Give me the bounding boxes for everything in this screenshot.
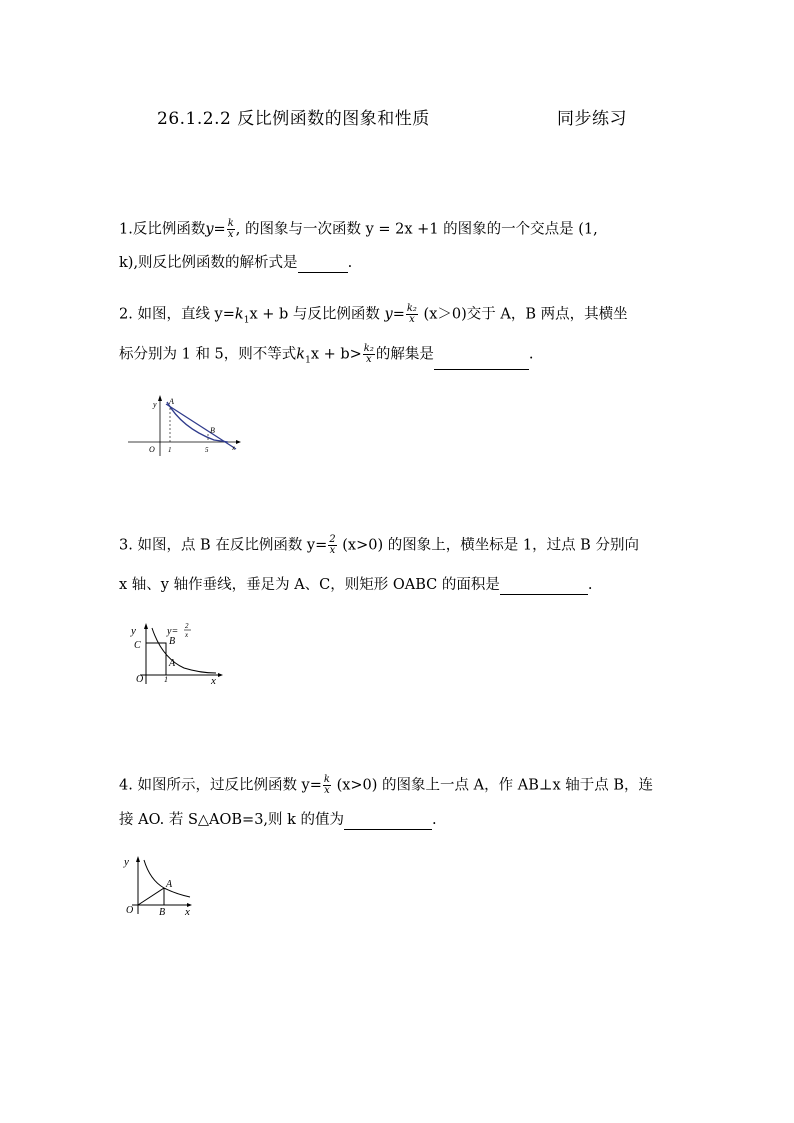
q3-label-b: B — [169, 636, 176, 647]
q4-fraction — [323, 775, 331, 796]
q1-text-a: 1.反比例函数 — [119, 221, 206, 238]
q4-label-a: A — [166, 879, 173, 890]
q3-text-a: 3. 如图，点 B 在反比例函数 y= — [119, 537, 328, 554]
q2-frac-den-b: x — [366, 354, 372, 365]
q2-k1-sub-b: 1 — [305, 355, 311, 366]
q4-frac-num: k — [323, 774, 330, 785]
q2-figure — [120, 392, 245, 460]
q3-frac-num: 2 — [329, 534, 336, 545]
q4-line-2 — [119, 810, 437, 830]
q4-figure — [118, 852, 198, 918]
q2-frac-num-b: k₂ — [363, 343, 374, 354]
q2-k1: k — [234, 306, 244, 323]
q2-line-1 — [119, 304, 628, 330]
title-sub: 同步练习 — [557, 109, 627, 129]
q3-label-x: x — [211, 675, 216, 686]
q1-line-1 — [119, 219, 598, 240]
title-main: 26.1.2.2 反比例函数的图象和性质 — [157, 109, 430, 129]
q3-y-arrow — [144, 623, 148, 629]
q4-text-a: 4. 如图所示，过反比例函数 y= — [119, 777, 322, 794]
q1-frac-den: x — [227, 229, 234, 240]
q3-answer-blank[interactable] — [500, 580, 588, 595]
q2-tick-5: 5 — [205, 446, 209, 454]
q2-end: . — [528, 346, 534, 363]
q3-line-1 — [119, 535, 639, 556]
q3-label-y: y — [131, 625, 136, 637]
q2-k1-sub: 1 — [243, 315, 250, 326]
q3-rectangle — [146, 643, 166, 675]
q4-line-1 — [119, 775, 653, 796]
q3-curve-num: 2 — [185, 622, 189, 630]
q2-label-o: O — [149, 445, 155, 454]
q3-x-arrow — [218, 673, 223, 677]
q1-text-c: k),则反比例函数的解析式是 — [119, 255, 298, 271]
q2-line-2 — [119, 344, 533, 370]
q2-fraction — [406, 304, 418, 325]
q4-label-b: B — [159, 907, 166, 918]
q1-end: . — [347, 255, 353, 271]
q1-var-y: y — [205, 221, 214, 238]
q3-label-c: C — [134, 640, 141, 651]
q2-text-b: x + b 与反比例函数 — [249, 306, 385, 323]
q4-text-b: (x>0) 的图象上一点 A，作 AB⊥x 轴于点 B，连 — [331, 777, 654, 794]
q3-text-b: (x>0) 的图象上，横坐标是 1，过点 B 分别向 — [337, 537, 639, 554]
q4-label-y: y — [124, 856, 129, 868]
q3-hyperbola — [152, 628, 216, 673]
q3-tick-1: 1 — [164, 675, 168, 684]
q2-label-a: A — [169, 397, 174, 406]
q2-fraction-b — [363, 344, 375, 365]
q1-text-b: , 的图象与一次函数 y = 2x +1 的图象的一个交点是 (1, — [235, 221, 598, 238]
q3-label-o: O — [136, 674, 144, 685]
q2-text-f: 的解集是 — [375, 346, 434, 363]
q4-label-x: x — [185, 906, 190, 918]
q2-frac-num: k₂ — [406, 303, 417, 314]
q4-y-arrow — [136, 856, 140, 862]
q2-text-c: (x＞0)交于 A，B 两点，其横坐 — [418, 306, 628, 323]
q1-eq: = — [213, 221, 226, 238]
q2-label-y: y — [153, 400, 157, 409]
q3-curve-label: y= — [167, 626, 179, 637]
q2-text-e: x + b> — [310, 346, 362, 363]
q2-var-y: y — [384, 306, 393, 323]
q1-frac-num: k — [227, 218, 234, 229]
q3-end: . — [587, 577, 593, 593]
q4-frac-den: x — [324, 785, 330, 796]
q3-frac-den: x — [329, 545, 336, 556]
q4-answer-blank[interactable] — [344, 815, 432, 830]
q2-text-d: 标分别为 1 和 5，则不等式 — [119, 346, 297, 363]
q3-line-2 — [119, 575, 592, 595]
q2-label-x: x — [232, 444, 236, 452]
q3-label-a: A — [169, 658, 176, 669]
q3-text-c: x 轴、y 轴作垂线，垂足为 A、C，则矩形 OABC 的面积是 — [119, 577, 500, 593]
q1-answer-blank[interactable] — [298, 258, 348, 273]
q1-line-2 — [119, 253, 352, 273]
q1-fraction — [227, 219, 235, 240]
q3-curve-den: x — [185, 631, 189, 639]
q2-eq: = — [392, 306, 405, 323]
q2-tick-1: 1 — [168, 446, 172, 454]
q2-k1-b: k — [296, 346, 306, 363]
q2-y-arrow — [158, 395, 162, 401]
q4-end: . — [432, 812, 437, 828]
q3-fraction — [328, 535, 336, 556]
page-title — [157, 104, 627, 129]
q3-figure — [126, 618, 226, 686]
q2-x-arrow — [236, 440, 241, 444]
q2-frac-den: x — [409, 314, 415, 325]
q2-label-b: B — [210, 426, 215, 435]
q2-text-a: 2. 如图，直线 y= — [119, 306, 235, 323]
q4-label-o: O — [126, 905, 134, 916]
q2-hyperbola — [167, 402, 228, 442]
q2-answer-blank[interactable] — [434, 355, 529, 370]
q4-segment-ao — [138, 888, 164, 905]
q4-text-c: 接 AO. 若 S△AOB=3,则 k 的值为 — [119, 812, 345, 828]
